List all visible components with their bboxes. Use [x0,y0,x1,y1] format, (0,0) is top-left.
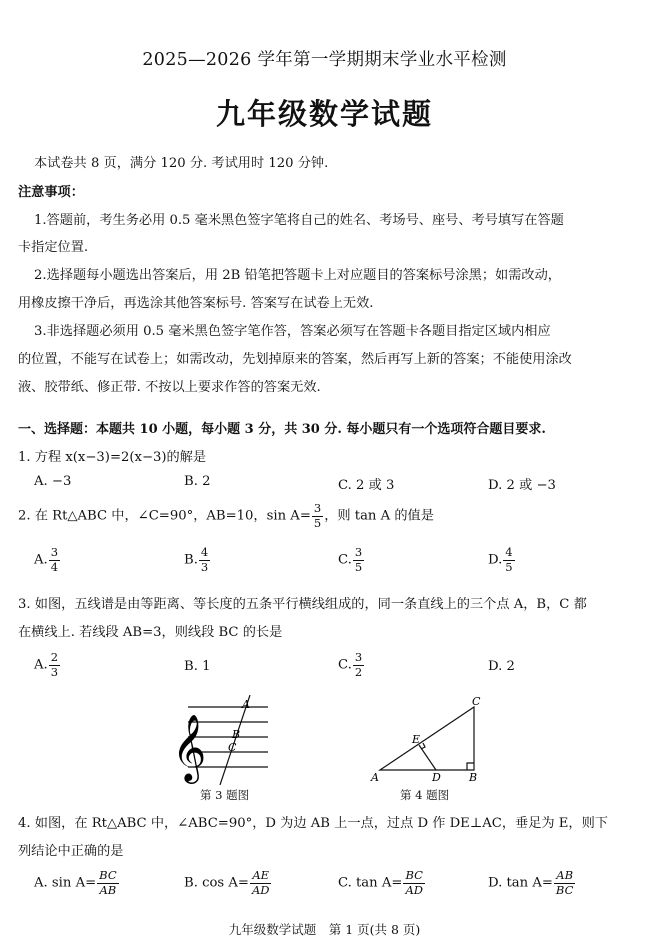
q2-stem-part1: 2. 在 Rt△ABC 中，∠C=90°，AB=10，sin A= [18,508,311,524]
q1-option-c: C. 2 或 3 [338,478,395,493]
q2-b-num: 4 [200,545,209,559]
q3-option-c-fraction [353,652,364,678]
q2-stem-numerator: 3 [313,501,322,515]
q2-option-b-fraction [199,547,210,573]
q1-option-b: B. 2 [184,474,211,489]
figure-3-caption: 第 3 题图 [200,788,250,802]
q3-a-den: 3 [50,664,59,679]
notice-item-2-line1: 2.选择题每小题选出答案后，用 2B 铅笔把答题卡上对应题目的答案标号涂黑；如需改动， [34,268,561,283]
q4-d-num: AB [556,868,574,882]
notice-heading: 注意事项： [18,185,84,200]
notice-item-1-line1: 1.答题前，考生务必用 0.5 毫米黑色签字笔将自己的姓名、考场号、座号、考号填写在答题 [34,213,564,228]
q2-stem [18,503,434,529]
q2-option-b-label: B. [184,552,198,568]
q3-a-num: 2 [50,650,59,664]
q3-c-num: 3 [354,650,363,664]
q2-option-d-label: D. [488,552,503,568]
q2-option-d [488,547,516,573]
q4-d-den: BC [555,882,574,897]
q4-option-c-label: C. tan A= [338,875,403,891]
q2-option-a-fraction [49,547,60,573]
q4-option-a [34,870,120,896]
q4-option-b-fraction [250,870,272,896]
exam-title: 九年级数学试题 [215,97,433,131]
q4-option-d [488,870,576,896]
q3-option-c-label: C. [338,657,352,673]
fig4-label-e: E [412,733,421,746]
figure-4-triangle [368,695,493,785]
q1-option-d: D. 2 或 −3 [488,478,556,493]
notice-item-3-line3: 液、胶带纸、修正带. 不按以上要求作答的答案无效. [18,380,321,395]
notice-item-3-line1: 3.非选择题必须用 0.5 毫米黑色签字笔作答，答案必须写在答题卡各题目指定区域内相应 [34,324,551,339]
q3-stem-line2: 在横线上. 若线段 AB=3，则线段 BC 的长是 [18,625,283,640]
section-heading: 一、选择题：本题共 10 小题，每小题 3 分，共 30 分. 每小题只有一个选项符合题目要求. [18,422,546,437]
fig4-label-d: D [432,771,441,784]
q2-c-num: 3 [354,545,363,559]
q4-option-b-label: B. cos A= [184,875,249,891]
q2-option-b [184,547,211,573]
q3-option-c [338,652,365,678]
q2-option-c [338,547,365,573]
q3-option-a-fraction [49,652,60,678]
q4-option-c-fraction [403,870,425,896]
q4-stem-line1: 4. 如图，在 Rt△ABC 中，∠ABC=90°，D 为边 AB 上一点，过点 D 作 DE⊥AC，垂足为 E，则下 [18,816,608,831]
q4-b-num: AE [252,868,270,882]
notice-item-2-line2: 用橡皮擦干净后，再选涂其他答案标号. 答案写在试卷上无效. [18,296,374,311]
figure-3-staff [170,695,280,785]
q2-a-num: 3 [50,545,59,559]
q4-option-c [338,870,426,896]
q3-c-den: 2 [354,664,363,679]
q2-option-c-fraction [353,547,364,573]
q2-d-den: 5 [505,559,513,574]
exam-header: 2025—2026 学年第一学期期末学业水平检测 [142,50,507,70]
q2-option-c-label: C. [338,552,352,568]
q4-a-num: BC [99,868,117,882]
q2-stem-denominator: 5 [313,515,322,530]
q4-option-b [184,870,272,896]
q2-d-num: 4 [505,545,513,559]
notice-item-3-line2: 的位置，不能写在试卷上；如需改动，先划掉原来的答案，然后再写上新的答案；不能使用涂改 [18,352,572,367]
q4-option-a-fraction [97,870,118,896]
q2-option-a [34,547,61,573]
q3-option-b: B. 1 [184,659,211,674]
notice-item-1-line2: 卡指定位置. [18,240,89,255]
q4-stem-line2: 列结论中正确的是 [18,844,124,859]
q3-option-d: D. 2 [488,659,515,674]
q2-stem-part2: ，则 tan A 的值是 [324,508,434,524]
fig3-label-c: C [228,741,237,754]
q1-stem: 1. 方程 x(x−3)=2(x−3)的解是 [18,450,207,465]
figure-4-caption: 第 4 题图 [400,788,450,802]
q4-a-den: AB [99,882,117,897]
fig3-label-a: A [242,698,250,711]
q4-c-den: AD [405,882,423,897]
q4-b-den: AD [251,882,270,897]
q3-option-a [34,652,61,678]
q4-option-d-fraction [554,870,575,896]
q4-c-num: BC [405,868,423,882]
fig4-label-b: B [469,771,478,784]
q1-option-a: A. −3 [34,474,72,489]
q3-stem-line1: 3. 如图，五线谱是由等距离、等长度的五条平行横线组成的，同一条直线上的三个点 A，B，C 都 [18,597,587,612]
q2-b-den: 3 [200,559,209,574]
q2-option-a-label: A. [34,552,48,568]
q2-stem-fraction [312,503,323,529]
q4-option-d-label: D. tan A= [488,875,553,891]
q2-c-den: 5 [354,559,363,574]
fig4-label-c: C [472,695,481,708]
treble-clef-icon: 𝄞 [172,713,207,781]
page-footer: 九年级数学试题 第 1 页(共 8 页) [228,922,421,937]
q2-option-d-fraction [503,547,514,573]
q2-a-den: 4 [50,559,59,574]
fig3-label-b: B [232,728,241,741]
fig4-label-a: A [371,771,379,784]
q3-option-a-label: A. [34,657,48,673]
q4-option-a-label: A. sin A= [34,875,97,891]
intro-text: 本试卷共 8 页，满分 120 分. 考试用时 120 分钟. [34,156,329,171]
